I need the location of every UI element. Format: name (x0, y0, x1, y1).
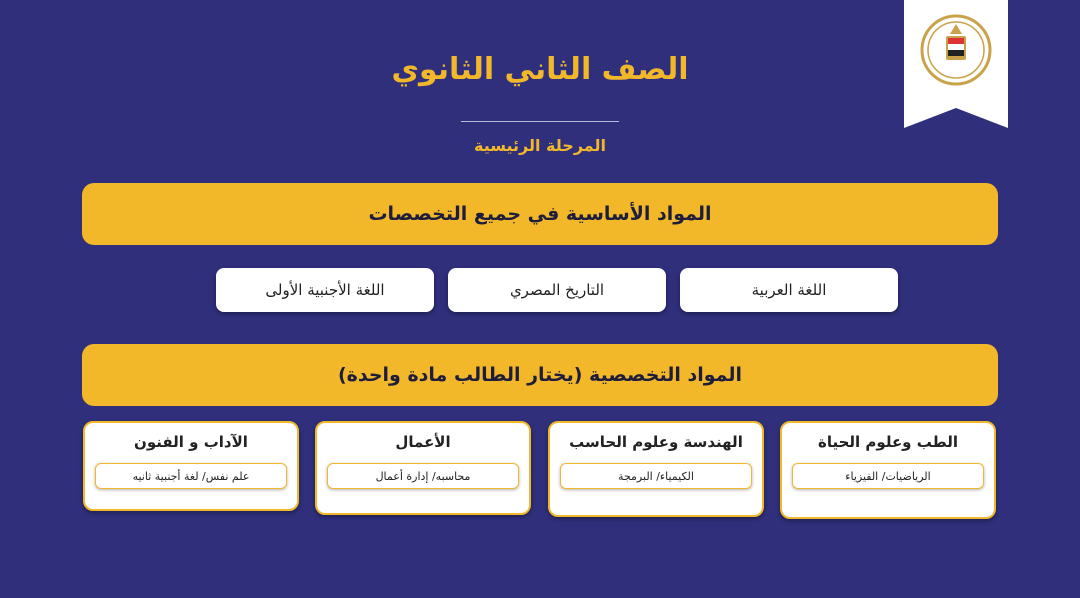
track-card-engineering (548, 421, 764, 517)
track-title: الطب وعلوم الحياة (818, 433, 958, 451)
track-card-medicine (780, 421, 996, 519)
track-card-arts (83, 421, 299, 511)
core-subjects-banner (82, 183, 998, 245)
specialized-subjects-banner (82, 344, 998, 406)
track-card-business (315, 421, 531, 515)
specialized-subjects-heading: المواد التخصصية (يختار الطالب مادة واحدة) (337, 364, 743, 386)
title-divider (461, 121, 619, 122)
core-subject-label: التاريخ المصري (509, 281, 605, 299)
track-subjects: الرياضيات/ الفيزياء (792, 463, 984, 489)
core-subjects-heading: المواد الأساسية في جميع التخصصات (368, 203, 712, 225)
page-title: الصف الثاني الثانوي (391, 52, 689, 87)
track-subjects: الكيمياء/ البرمجة (560, 463, 752, 489)
track-subjects: محاسبه/ إدارة أعمال (327, 463, 519, 489)
page-subtitle: المرحلة الرئيسية (473, 136, 606, 155)
track-title: الأعمال (395, 433, 451, 451)
track-title: الهندسة وعلوم الحاسب (569, 433, 743, 451)
core-subject-label: اللغة العربية (751, 281, 827, 299)
track-subjects: علم نفس/ لغة أجنبية ثانيه (95, 463, 287, 489)
core-subject-history (448, 268, 666, 312)
core-subject-label: اللغة الأجنبية الأولى (265, 281, 385, 299)
core-subject-foreign-language (216, 268, 434, 312)
track-title: الآداب و الفنون (134, 433, 248, 451)
core-subject-arabic (680, 268, 898, 312)
